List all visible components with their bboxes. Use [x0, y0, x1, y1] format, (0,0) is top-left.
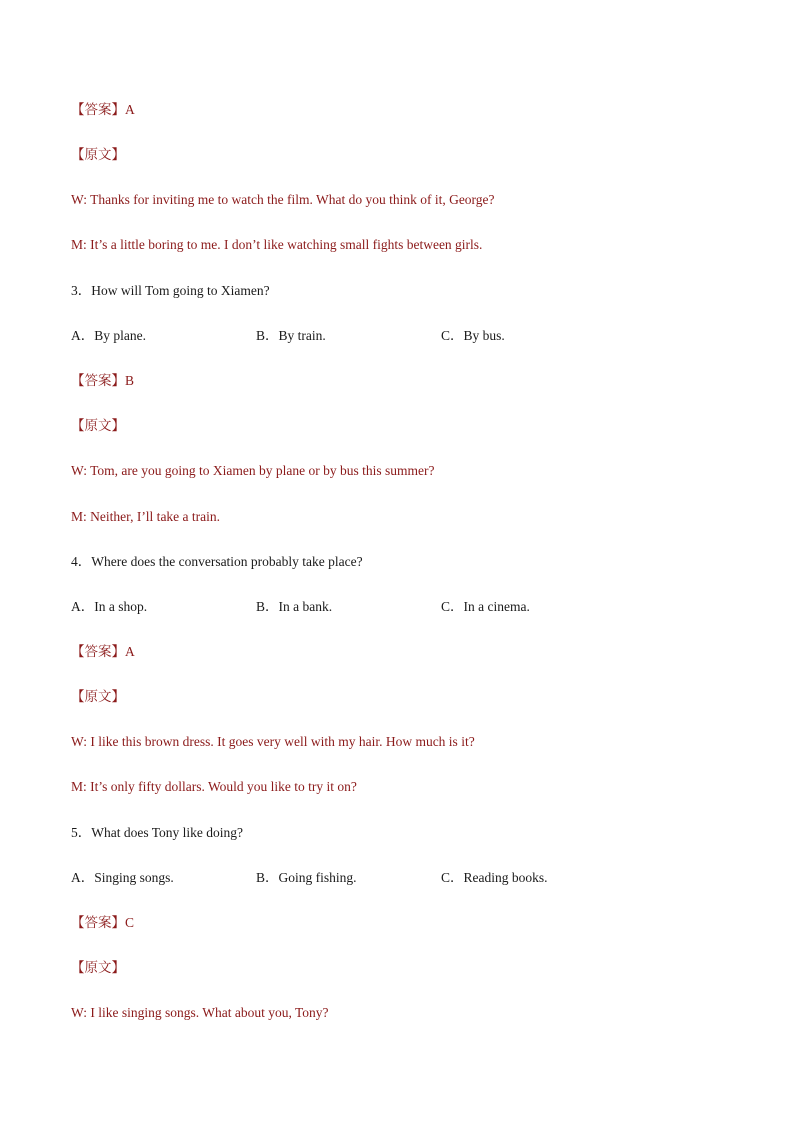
source-label: 【原文】	[71, 960, 125, 975]
dialogue-line-m: M: It’s only fifty dollars. Would you like to try it on?	[71, 779, 357, 794]
dialogue-line-w: W: I like singing songs. What about you, Tony?	[71, 1005, 329, 1020]
source-label: 【原文】	[71, 689, 125, 704]
answer-label: 【答案】B	[71, 373, 135, 388]
dialogue-line-m: M: It’s a little boring to me. I don’t like watching small fights between girls.	[71, 237, 483, 252]
option-c: C．By bus.	[441, 328, 505, 343]
question-3: 3．How will Tom going to Xiamen?	[71, 283, 270, 298]
option-c: C．In a cinema.	[441, 599, 530, 614]
dialogue-line-w: W: Thanks for inviting me to watch the film. What do you think of it, George?	[71, 192, 495, 207]
dialogue-line-w: W: Tom, are you going to Xiamen by plane or by bus this summer?	[71, 463, 435, 478]
source-label: 【原文】	[71, 418, 125, 433]
dialogue-line-m: M: Neither, I’ll take a train.	[71, 509, 221, 524]
option-c: C．Reading books.	[441, 870, 548, 885]
question-5: 5．What does Tony like doing?	[71, 825, 244, 840]
answer-label: 【答案】A	[71, 644, 135, 659]
option-a: A．By plane.	[71, 328, 146, 343]
option-a: A．In a shop.	[71, 599, 148, 614]
dialogue-line-w: W: I like this brown dress. It goes very well with my hair. How much is it?	[71, 734, 475, 749]
answer-label: 【答案】C	[71, 915, 135, 930]
option-b: B．Going fishing.	[256, 870, 357, 885]
option-a: A．Singing songs.	[71, 870, 174, 885]
question-4: 4．Where does the conversation probably take place?	[71, 554, 363, 569]
answer-label: 【答案】A	[71, 102, 135, 117]
option-b: B．By train.	[256, 328, 326, 343]
option-b: B．In a bank.	[256, 599, 333, 614]
source-label: 【原文】	[71, 147, 125, 162]
